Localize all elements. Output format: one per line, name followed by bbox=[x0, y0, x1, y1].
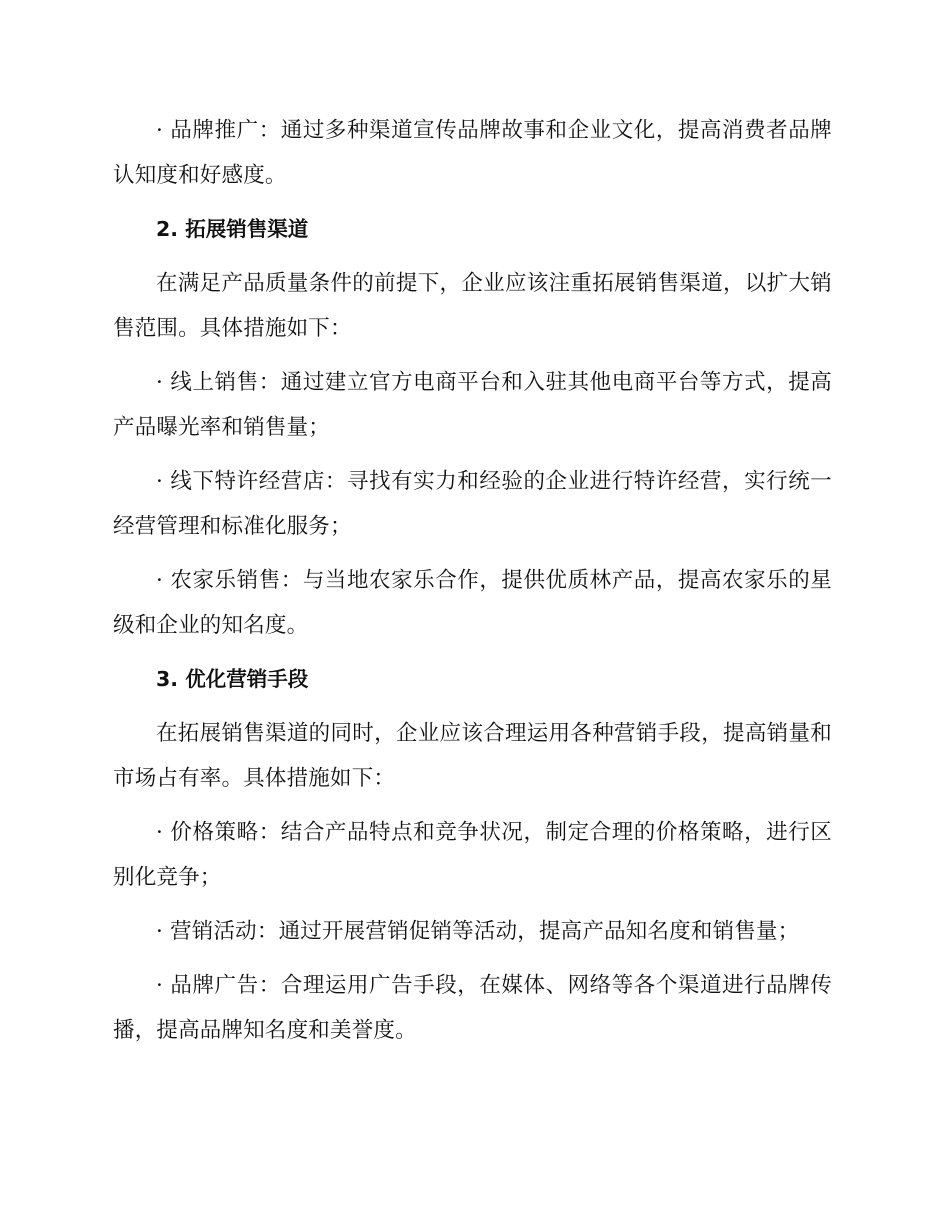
section-heading-optimize-marketing: 3. 优化营销手段 bbox=[156, 667, 309, 691]
bullet-farm-stay-sales: · 农家乐销售：与当地农家乐合作，提供优质林产品，提高农家乐的星级和企业的知名度。 bbox=[113, 568, 832, 638]
bullet-pricing-strategy: · 价格策略：结合产品特点和竞争状况，制定合理的价格策略，进行区别化竞争； bbox=[113, 820, 832, 890]
bullet-brand-advertising: · 品牌广告：合理运用广告手段，在媒体、网络等各个渠道进行品牌传播，提高品牌知名度和美誉度。 bbox=[113, 973, 832, 1043]
bullet-franchise-stores: · 线下特许经营店：寻找有实力和经验的企业进行特许经营，实行统一经营管理和标准化服务； bbox=[113, 469, 832, 539]
section-heading-expand-sales-channels: 2. 拓展销售渠道 bbox=[156, 217, 309, 241]
paragraph-marketing-intro: 在拓展销售渠道的同时，企业应该合理运用各种营销手段，提高销量和市场占有率。具体措施如下： bbox=[113, 721, 832, 791]
bullet-marketing-activities: · 营销活动：通过开展营销促销等活动，提高产品知名度和销售量； bbox=[156, 919, 800, 944]
bullet-online-sales: · 线上销售：通过建立官方电商平台和入驻其他电商平台等方式，提高产品曝光率和销售量； bbox=[113, 370, 832, 440]
bullet-brand-promotion: · 品牌推广：通过多种渠道宣传品牌故事和企业文化，提高消费者品牌认知度和好感度。 bbox=[113, 118, 832, 188]
paragraph-sales-channels-intro: 在满足产品质量条件的前提下，企业应该注重拓展销售渠道，以扩大销售范围。具体措施如下： bbox=[113, 271, 832, 341]
